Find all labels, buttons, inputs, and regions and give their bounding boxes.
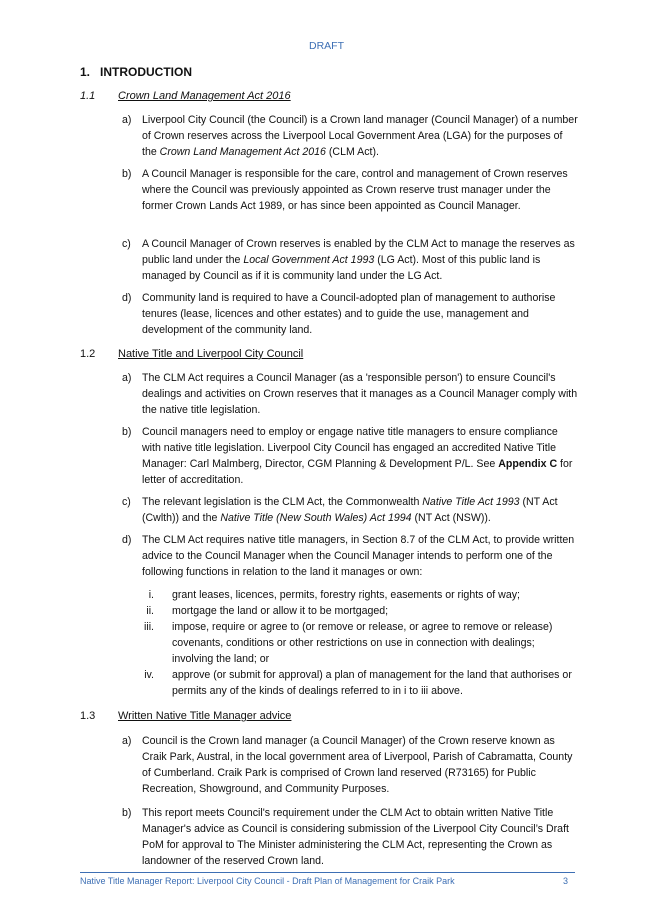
footer-divider [80, 872, 575, 873]
paragraph-1-2-b: b) Council managers need to employ or engage native title managers to ensure compliance with native title legislation. Liverpool City Council has engaged an accredited Native Title Manager: Carl Malmberg, Director, CGM Planning & Development P/L. See Appendix C for letter of accreditation. [122, 426, 573, 486]
footer-text: Native Title Manager Report: Liverpool City Council - Draft Plan of Management for Craik Park [80, 876, 455, 886]
paragraph-1-2-d: d) The CLM Act requires native title managers, in Section 8.7 of the CLM Act, to provide written advice to the Council Manager when the Council Manager intends to perform one of the following functions in relation to the land it manages or own: [122, 534, 575, 578]
paragraph-1-3-b: b) This report meets Council's requirement under the CLM Act to obtain written Native Title Manager's advice as Council is considering submission of the Liverpool City Council’s Draft PoM for approval to The Minister administering the CLM Act, representing the Crown as landowner of the reserved Crown land. [122, 807, 569, 867]
draft-watermark-header: DRAFT [309, 40, 344, 52]
paragraph-1-1-a: a) Liverpool City Council (the Council) is a Crown land manager (Council Manager) of a number of Crown reserves across the Liverpool Local Government Area (LGA) for the purposes of the Crown Land Management Act 2016 (CLM Act). [122, 114, 578, 158]
list-item: iv. approve (or submit for approval) a plan of management for the land that authorises or permits any of the kinds of dealings referred to in i to iii above. [144, 669, 572, 697]
list-item: iii. impose, require or agree to (or remove or release, or agree to remove or release) covenants, conditions or other restrictions on use in connection with dealings; involving the land; or [143, 621, 553, 665]
list-item: i. grant leases, licences, permits, forestry rights, easements or rights of way; [148, 589, 520, 601]
paragraph-1-2-c: c) The relevant legislation is the CLM Act, the Commonwealth Native Title Act 1993 (NT Act (Cwlth)) and the Native Title (New South Wales) Act 1994 (NT Act (NSW)). [122, 496, 558, 524]
section-heading [80, 65, 192, 79]
page-number: 3 [563, 876, 569, 886]
paragraph-1-2-a: a) The CLM Act requires a Council Manager (as a 'responsible person') to ensure Council's dealings and activities on Crown reserves that it manages as a Council Manager comply with the native title legislation. [122, 372, 578, 416]
list-item: ii. mortgage the land or allow it to be mortgaged; [146, 605, 389, 617]
paragraph-1-1-d: d) Community land is required to have a Council-adopted plan of management to authorise tenures (lease, licences and other estates) and to guide the use, management and development of the community land. [122, 292, 556, 336]
paragraph-1-1-b: b) A Council Manager is responsible for the care, control and management of Crown reserves where the Council was previously appointed as Crown reserve trust manager under the former Crown Lands Act 1989, or has since been appointed as Council Manager. [122, 168, 568, 212]
paragraph-1-1-c: c) A Council Manager of Crown reserves is enabled by the CLM Act to manage the reserves as public land under the Local Government Act 1993 (LG Act). Most of this public land is managed by Council as if it is community land under the LG Act. [122, 238, 575, 282]
paragraph-1-3-a: a) Council is the Crown land manager (a Council Manager) of the Crown reserve known as Craik Park, Austral, in the local government area of Liverpool, Parish of Cabramatta, County of Cumberland. Craik Park is comprised of Crown land reserved (R73165) for Public Recreation, Showground, and Community Purposes. [122, 735, 573, 795]
section-title: INTRODUCTION [100, 65, 192, 79]
section-number: 1. [80, 65, 91, 79]
